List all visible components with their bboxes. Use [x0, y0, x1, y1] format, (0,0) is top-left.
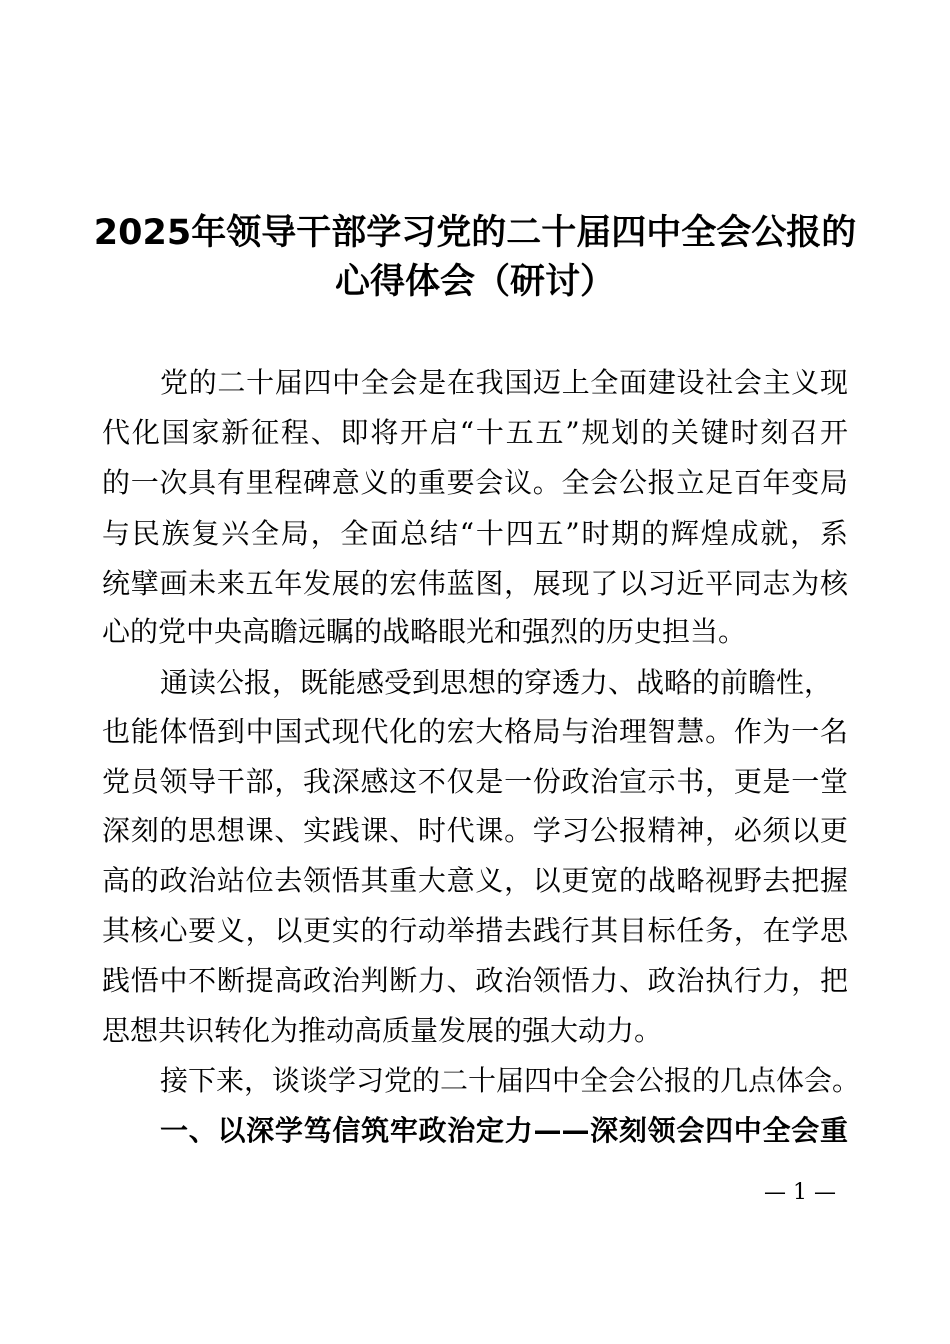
body-line: 思想共识转化为推动高质量发展的强大动力。 — [102, 1014, 663, 1047]
body-line: 心的党中央高瞻远瞩的战略眼光和强烈的历史担当。 — [102, 615, 747, 648]
body-line: 深刻的思想课、实践课、时代课。学习公报精神，必须以更 — [102, 814, 848, 847]
page-number: — 1 — — [764, 1180, 836, 1205]
body-line: 也能体悟到中国式现代化的宏大格局与治理智慧。作为一名 — [102, 715, 848, 748]
body-line: 的一次具有里程碑意义的重要会议。全会公报立足百年变局 — [102, 466, 848, 499]
body-line: 高的政治站位去领悟其重大意义，以更宽的战略视野去把握 — [102, 864, 848, 897]
body-line: 其核心要义，以更实的行动举措去践行其目标任务，在学思 — [102, 914, 848, 947]
body-line: 接下来，谈谈学习党的二十届四中全会公报的几点体会。 — [160, 1064, 861, 1097]
body-line: 代化国家新征程、即将开启“十五五”规划的关键时刻召开 — [102, 416, 848, 449]
body-line: 党的二十届四中全会是在我国迈上全面建设社会主义现 — [160, 366, 848, 399]
body-line: 践悟中不断提高政治判断力、政治领悟力、政治执行力，把 — [102, 964, 848, 997]
document-title-line-2: 心得体会（研讨） — [334, 262, 615, 302]
body-line: 通读公报，既能感受到思想的穿透力、战略的前瞻性， — [160, 666, 833, 699]
section-heading: 一、以深学笃信筑牢政治定力——深刻领会四中全会重 — [160, 1114, 848, 1147]
document-title-line-1: 2025年领导干部学习党的二十届四中全会公报的 — [93, 213, 857, 253]
body-line: 统擘画未来五年发展的宏伟蓝图，展现了以习近平同志为核 — [102, 567, 848, 600]
body-line: 党员领导干部，我深感这不仅是一份政治宣示书，更是一堂 — [102, 765, 848, 798]
body-line: 与民族复兴全局，全面总结“十四五”时期的辉煌成就，系 — [102, 517, 848, 550]
